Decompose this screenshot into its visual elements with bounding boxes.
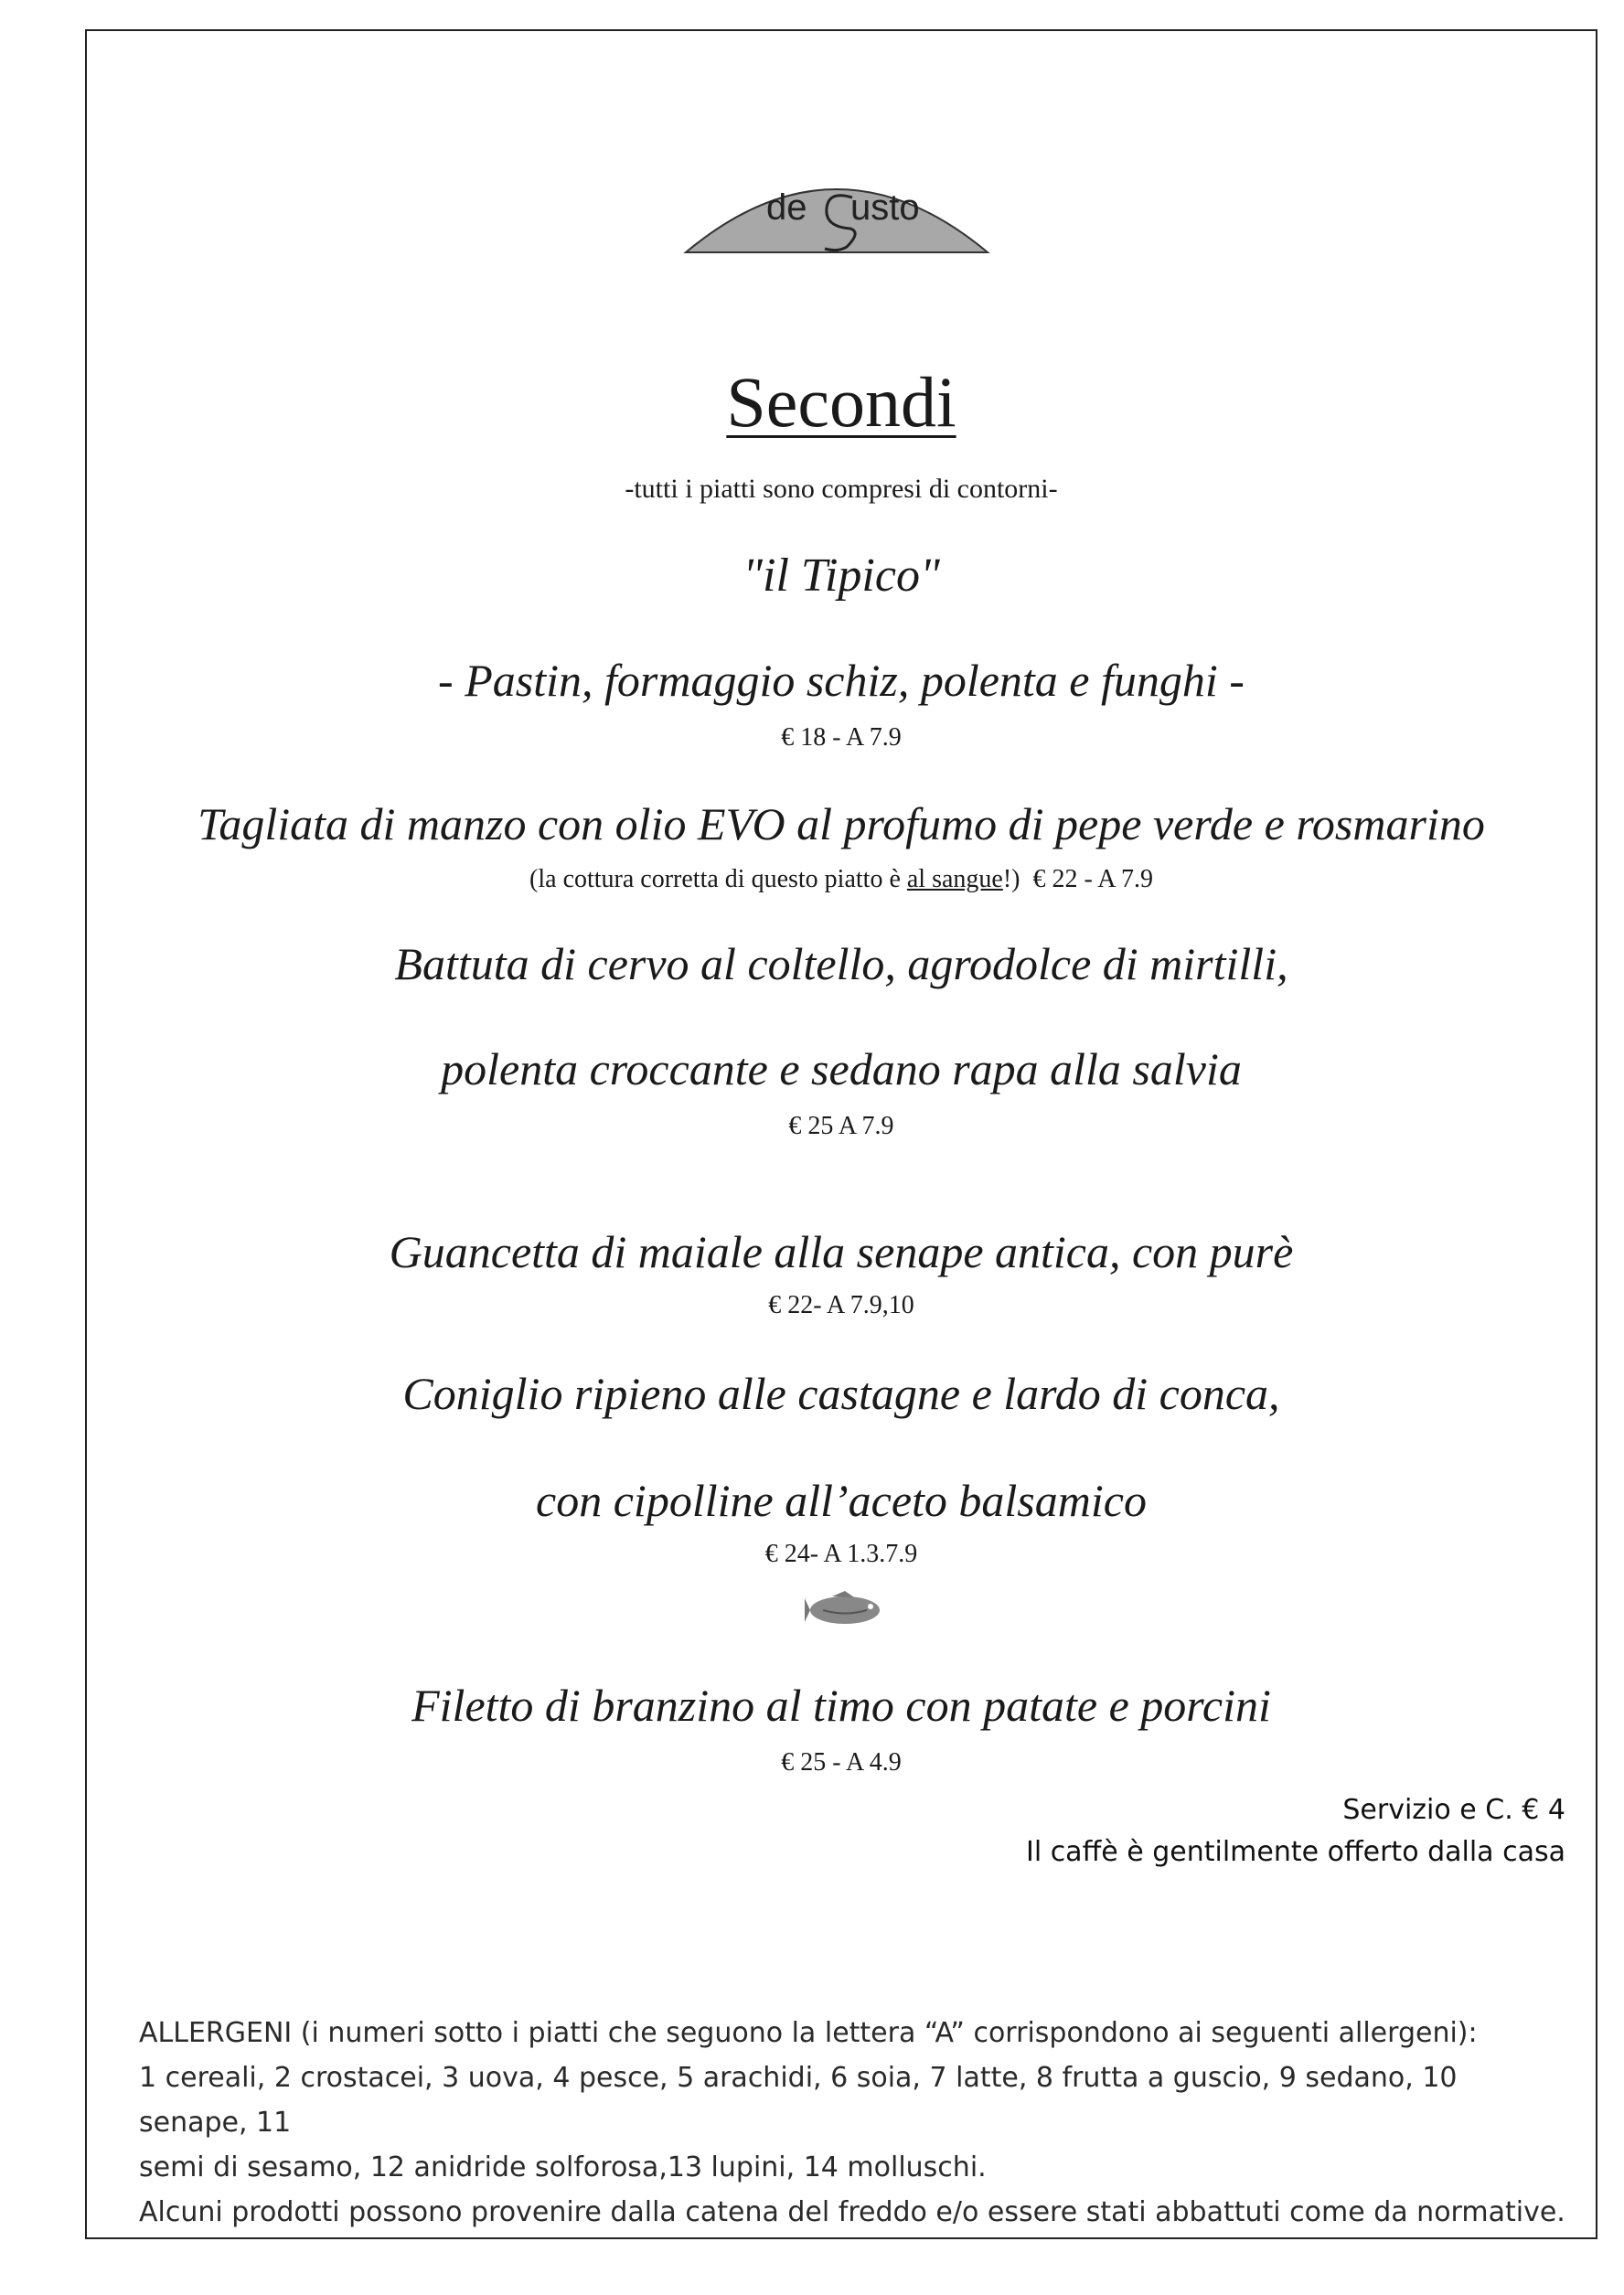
- dish-note-underlined: al sangue: [906, 865, 1003, 893]
- dish-name: Filetto di branzino al timo con patate e porcini: [411, 1680, 1271, 1731]
- allergens-line: semi di sesamo, 12 anidride solforosa,13 lupini, 14 molluschi.: [139, 2151, 987, 2183]
- coffee-note: Il caffè è gentilmente offerto dalla casa: [1025, 1836, 1565, 1868]
- page-title: Secondi: [726, 362, 956, 442]
- dish-name-line1: Coniglio ripieno alle castagne e lardo di conca,: [402, 1368, 1280, 1419]
- dish-price: € 25 - A 4.9: [781, 1748, 902, 1777]
- allergens-line: Alcuni prodotti possono provenire dalla catena del freddo e/o essere stati abbattuti come da normative.: [139, 2196, 1565, 2228]
- logo-text-right: usto: [850, 187, 920, 228]
- dish-note-text: (la cottura corretta di questo piatto è: [529, 865, 907, 893]
- dish-note: [110, 865, 1573, 894]
- allergens-block: [139, 2011, 1565, 2235]
- dish-price: € 24- A 1.3.7.9: [764, 1540, 918, 1568]
- dish-note-text-end: !): [1002, 865, 1020, 893]
- dish-price: € 25 A 7.9: [788, 1112, 894, 1140]
- section-label: "il Tipico": [743, 550, 940, 602]
- fish-icon: [805, 1591, 889, 1629]
- service-charge: Servizio e C. € 4: [1342, 1794, 1565, 1826]
- dish-name-line2: con cipolline all’aceto balsamico: [536, 1475, 1147, 1526]
- allergens-line: ALLERGENI (i numeri sotto i piatti che seguono la lettera “A” corrispondono ai seguenti allergeni):: [139, 2017, 1478, 2049]
- degusto-logo: [682, 144, 991, 256]
- dish-name: Guancetta di maiale alla senape antica, con purè: [389, 1226, 1294, 1277]
- page-subtitle: -tutti i piatti sono compresi di contorni-: [625, 474, 1058, 504]
- dish-name-line1: Battuta di cervo al coltello, agrodolce di mirtilli,: [394, 938, 1288, 989]
- dish-name: Tagliata di manzo con olio EVO al profumo di pepe verde e rosmarino: [198, 798, 1485, 849]
- dish-price: € 22 - A 7.9: [1032, 865, 1153, 893]
- allergens-line: 1 cereali, 2 crostacei, 3 uova, 4 pesce, 5 arachidi, 6 soia, 7 latte, 8 frutta a guscio, 9 sedano, 10 senape, 11: [139, 2062, 1458, 2139]
- dish-name: - Pastin, formaggio schiz, polenta e funghi -: [438, 655, 1245, 706]
- logo-text-left: de: [766, 187, 807, 228]
- dish-name-line2: polenta croccante e sedano rapa alla salvia: [441, 1043, 1242, 1094]
- dish-price: € 18 - A 7.9: [781, 723, 902, 752]
- dish-price: € 22- A 7.9,10: [768, 1291, 914, 1319]
